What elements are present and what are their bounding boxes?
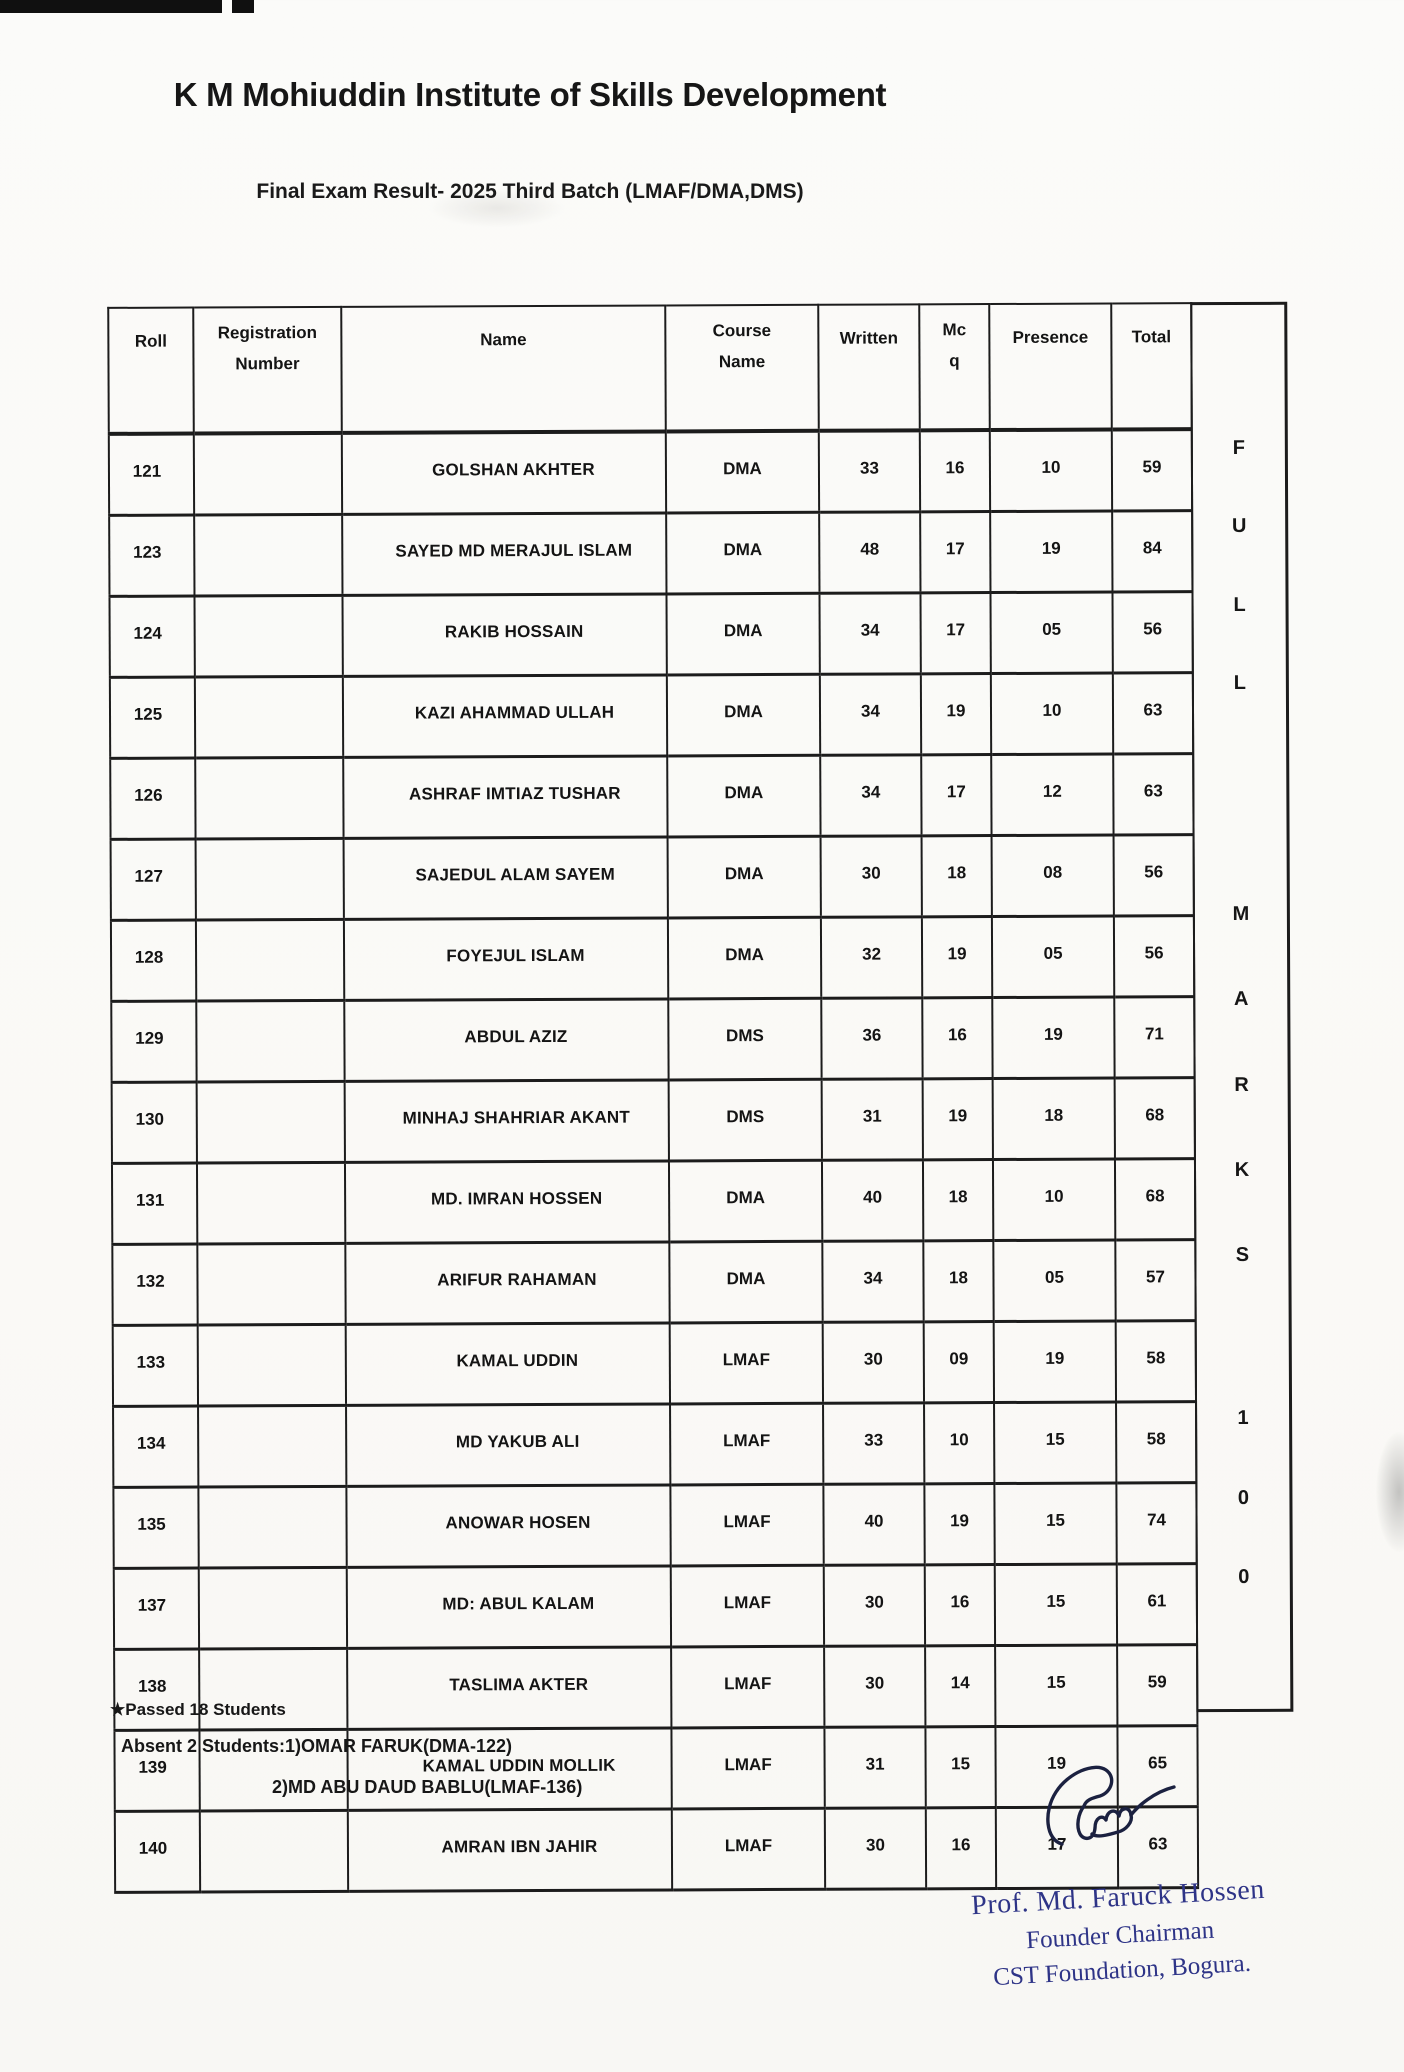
- col-header-mcq: [919, 304, 990, 430]
- cell-written: 36: [821, 998, 922, 1079]
- cell-registration: [197, 1162, 345, 1244]
- cell-mcq: 14: [925, 1646, 995, 1727]
- cell-roll: 135: [113, 1487, 198, 1568]
- col-header-presence: Presence: [989, 304, 1112, 431]
- cell-roll: 124: [109, 596, 194, 677]
- cell-registration: [197, 1243, 345, 1325]
- footnote-passed: ★Passed 18 Students: [110, 1700, 286, 1719]
- cell-mcq: 18: [923, 1241, 993, 1322]
- cell-course: DMA: [666, 512, 819, 594]
- cell-name: MINHAJ SHAHRIAR AKANT: [345, 1080, 669, 1162]
- cell-mcq: 17: [920, 512, 990, 593]
- cell-written: 40: [822, 1160, 923, 1241]
- table-row: [111, 835, 1194, 921]
- cell-roll: 131: [112, 1163, 197, 1244]
- cell-total: 58: [1116, 1321, 1196, 1402]
- cell-total: 65: [1117, 1726, 1197, 1807]
- cell-written: 34: [819, 593, 920, 674]
- table-row: [113, 1483, 1196, 1569]
- cell-presence: 17: [996, 1807, 1118, 1889]
- cell-mcq: 19: [921, 674, 991, 755]
- cell-roll: 130: [112, 1082, 197, 1163]
- cell-registration: [195, 757, 343, 839]
- cell-roll: 133: [113, 1325, 198, 1406]
- cell-roll: 134: [113, 1406, 198, 1487]
- cell-roll: 138: [114, 1649, 199, 1730]
- cell-course: LMAF: [670, 1484, 823, 1566]
- table-row: [115, 1807, 1198, 1893]
- cell-roll: 137: [114, 1568, 199, 1649]
- cell-name: ARIFUR RAHAMAN: [345, 1242, 669, 1324]
- col-header-total: Total: [1111, 303, 1192, 429]
- cell-total: 74: [1116, 1483, 1196, 1564]
- scan-edge-blob: [1376, 1432, 1404, 1552]
- cell-mcq: 19: [924, 1484, 994, 1565]
- side-letter: 1: [1237, 1406, 1249, 1429]
- cell-presence: 05: [990, 592, 1112, 674]
- cell-roll: 123: [109, 515, 194, 596]
- cell-written: 30: [825, 1808, 926, 1889]
- cell-presence: 15: [994, 1402, 1116, 1484]
- cell-registration: [196, 838, 344, 920]
- cell-registration: [194, 433, 342, 515]
- table-row: [112, 1078, 1195, 1164]
- cell-roll: 132: [112, 1244, 197, 1325]
- cell-course: DMA: [668, 917, 821, 999]
- cell-total: 84: [1112, 511, 1192, 592]
- cell-course: LMAF: [671, 1565, 824, 1647]
- cell-roll: 128: [111, 920, 196, 1001]
- footnote-absent-2: 2)MD ABU DAUD BABLU(LMAF-136): [272, 1777, 583, 1797]
- side-letter: S: [1235, 1243, 1250, 1266]
- side-letter: R: [1234, 1073, 1249, 1096]
- cell-name: KAMAL UDDIN: [346, 1323, 670, 1405]
- cell-written: 31: [822, 1079, 923, 1160]
- cell-written: 30: [824, 1646, 925, 1727]
- cell-written: 40: [823, 1484, 924, 1565]
- cell-total: 63: [1118, 1807, 1198, 1888]
- cell-total: 56: [1112, 592, 1192, 673]
- signature-scribble: [1042, 1760, 1177, 1855]
- result-table-area: [107, 302, 1250, 1894]
- stamp-org: CST Foundation, Bogura.: [992, 1949, 1252, 1992]
- side-letter: F: [1232, 436, 1246, 459]
- cell-registration: [195, 676, 343, 758]
- table-row: [109, 511, 1192, 597]
- cell-presence: 18: [993, 1078, 1115, 1160]
- cell-roll: 140: [115, 1811, 200, 1892]
- col-header-name: Name: [341, 305, 666, 432]
- cell-name: FOYEJUL ISLAM: [344, 918, 668, 1000]
- col-header-roll: Roll: [108, 308, 194, 434]
- cell-roll: 139: [114, 1730, 199, 1811]
- cell-mcq: 10: [924, 1403, 994, 1484]
- cell-presence: 15: [995, 1564, 1117, 1646]
- table-row: [109, 429, 1192, 515]
- cell-name: MD: ABUL KALAM: [347, 1566, 671, 1648]
- cell-roll: 121: [109, 434, 194, 516]
- cell-course: DMA: [667, 755, 820, 837]
- side-letter: M: [1232, 902, 1250, 925]
- table-row: [112, 1159, 1195, 1245]
- cell-name: SAYED MD MERAJUL ISLAM: [342, 513, 666, 595]
- footnote-absent-1: Absent 2 Students:1)OMAR FARUK(DMA-122): [121, 1736, 513, 1756]
- cell-presence: 10: [990, 430, 1112, 512]
- cell-registration: [198, 1405, 346, 1487]
- cell-roll: 129: [111, 1001, 196, 1082]
- cell-presence: 19: [990, 511, 1112, 593]
- cell-mcq: 16: [926, 1808, 996, 1889]
- cell-name: KAZI AHAMMAD ULLAH: [343, 675, 667, 757]
- cell-written: 30: [821, 836, 922, 917]
- cell-total: 68: [1115, 1078, 1195, 1159]
- cell-mcq: 18: [923, 1160, 993, 1241]
- cell-name: ANOWAR HOSEN: [346, 1485, 670, 1567]
- cell-registration: [196, 919, 344, 1001]
- cell-name: GOLSHAN AKHTER: [342, 431, 666, 514]
- cell-written: 33: [819, 430, 920, 512]
- cell-total: 59: [1117, 1645, 1197, 1726]
- cell-written: 34: [820, 674, 921, 755]
- cell-written: 34: [822, 1241, 923, 1322]
- cell-written: 32: [821, 917, 922, 998]
- cell-registration: [199, 1567, 347, 1649]
- cell-mcq: 16: [925, 1565, 995, 1646]
- cell-name: KAMAL UDDIN MOLLIK: [347, 1728, 671, 1810]
- table-row: [111, 916, 1194, 1002]
- cell-total: 63: [1113, 673, 1193, 754]
- cell-course: LMAF: [671, 1646, 824, 1728]
- side-letter: 0: [1238, 1565, 1250, 1588]
- cell-written: 31: [824, 1727, 925, 1808]
- cell-roll: 125: [110, 677, 195, 758]
- cell-presence: 08: [992, 835, 1114, 917]
- cell-name: MD. IMRAN HOSSEN: [345, 1161, 669, 1243]
- cell-registration: [194, 595, 342, 677]
- cell-mcq: 17: [920, 593, 990, 674]
- cell-presence: 15: [994, 1483, 1116, 1565]
- chairman-stamp: [927, 1871, 1312, 1995]
- cell-registration: [198, 1486, 346, 1568]
- side-letter: L: [1233, 593, 1246, 616]
- side-letter: A: [1233, 988, 1249, 1011]
- cell-name: ABDUL AZIZ: [344, 999, 668, 1081]
- cell-written: 30: [824, 1565, 925, 1646]
- cell-presence: 10: [993, 1159, 1115, 1241]
- table-row: [113, 1321, 1196, 1407]
- col-header-mcq-line2: q: [949, 351, 960, 371]
- cell-course: DMA: [667, 674, 820, 756]
- col-header-course: [665, 305, 819, 432]
- table-row: [114, 1564, 1197, 1650]
- side-letter-group-full: [1193, 437, 1286, 695]
- table-row: [111, 997, 1194, 1083]
- side-letter-group-100: [1197, 1407, 1290, 1589]
- col-header-registration-line1: Registration: [217, 322, 317, 343]
- cell-presence: 05: [992, 916, 1114, 998]
- side-letter: L: [1233, 671, 1247, 694]
- table-row: [113, 1402, 1196, 1488]
- side-letter: 0: [1237, 1486, 1250, 1509]
- result-table: [107, 302, 1199, 1894]
- cell-registration: [196, 1000, 344, 1082]
- col-header-course-line2: Name: [718, 352, 766, 372]
- side-letter-group-marks: [1195, 903, 1289, 1267]
- col-header-registration: [193, 307, 342, 434]
- cell-presence: 10: [991, 673, 1113, 755]
- cell-total: 56: [1114, 835, 1194, 916]
- cell-course: LMAF: [670, 1403, 823, 1485]
- cell-presence: 19: [994, 1321, 1116, 1403]
- cell-course: DMA: [666, 593, 819, 675]
- col-header-registration-line2: Number: [235, 354, 300, 374]
- col-header-mcq-line1: Mc: [942, 320, 967, 340]
- cell-course: DMS: [668, 998, 821, 1080]
- cell-total: 68: [1115, 1159, 1195, 1240]
- full-marks-side-column: [1190, 302, 1293, 1712]
- cell-name: AMRAN IBN JAHIR: [348, 1809, 672, 1891]
- col-header-course-line1: Course: [712, 321, 772, 341]
- table-row: [112, 1240, 1195, 1326]
- cell-mcq: 17: [921, 755, 991, 836]
- cell-presence: 19: [995, 1726, 1117, 1808]
- col-header-written: Written: [818, 304, 920, 430]
- cell-roll: 126: [110, 758, 195, 839]
- cell-course: DMA: [669, 1160, 822, 1242]
- cell-total: 59: [1112, 429, 1192, 511]
- cell-written: 30: [823, 1322, 924, 1403]
- cell-course: DMS: [669, 1079, 822, 1161]
- cell-course: LMAF: [672, 1808, 825, 1890]
- page-title: K M Mohiuddin Institute of Skills Development: [173, 76, 887, 113]
- cell-written: 34: [820, 755, 921, 836]
- cell-course: DMA: [666, 431, 819, 513]
- cell-total: 57: [1115, 1240, 1195, 1321]
- cell-presence: 05: [993, 1240, 1115, 1322]
- document-header: [0, 0, 1060, 204]
- page-subtitle: Final Exam Result- 2025 Third Batch (LMAF/DMA,DMS): [256, 180, 804, 203]
- cell-mcq: 15: [925, 1727, 995, 1808]
- cell-total: 58: [1116, 1402, 1196, 1483]
- cell-presence: 19: [992, 997, 1114, 1079]
- table-body: [108, 303, 1198, 1892]
- cell-mcq: 09: [924, 1322, 994, 1403]
- cell-name: MD YAKUB ALI: [346, 1404, 670, 1486]
- stamp-role: Founder Chairman: [1025, 1916, 1215, 1955]
- cell-name: TASLIMA AKTER: [347, 1647, 671, 1729]
- cell-presence: 12: [991, 754, 1113, 836]
- stamp-name: Prof. Md. Faruck Hossen: [970, 1873, 1266, 1922]
- cell-roll: 127: [111, 839, 196, 920]
- cell-total: 71: [1114, 997, 1194, 1078]
- cell-name: RAKIB HOSSAIN: [342, 594, 666, 676]
- cell-registration: [198, 1324, 346, 1406]
- cell-course: DMA: [668, 836, 821, 918]
- cell-total: 56: [1114, 916, 1194, 997]
- cell-registration: [197, 1081, 345, 1163]
- cell-course: LMAF: [671, 1727, 824, 1809]
- cell-mcq: 16: [920, 430, 990, 512]
- cell-written: 48: [819, 512, 920, 593]
- cell-mcq: 16: [922, 998, 992, 1079]
- table-row: [109, 592, 1192, 678]
- table-row: [110, 673, 1193, 759]
- cell-name: ASHRAF IMTIAZ TUSHAR: [343, 756, 667, 838]
- cell-presence: 15: [995, 1645, 1117, 1727]
- cell-total: 61: [1117, 1564, 1197, 1645]
- cell-mcq: 19: [922, 917, 992, 998]
- cell-mcq: 18: [922, 836, 992, 917]
- cell-total: 63: [1113, 754, 1193, 835]
- cell-written: 33: [823, 1403, 924, 1484]
- side-letter: K: [1234, 1158, 1250, 1181]
- cell-course: LMAF: [670, 1322, 823, 1404]
- cell-name: SAJEDUL ALAM SAYEM: [344, 837, 668, 919]
- cell-course: DMA: [669, 1241, 822, 1323]
- header-row: [108, 303, 1192, 434]
- cell-registration: [200, 1810, 348, 1892]
- cell-registration: [194, 514, 342, 596]
- side-letter: U: [1231, 515, 1247, 538]
- cell-mcq: 19: [923, 1079, 993, 1160]
- table-row: [110, 754, 1193, 840]
